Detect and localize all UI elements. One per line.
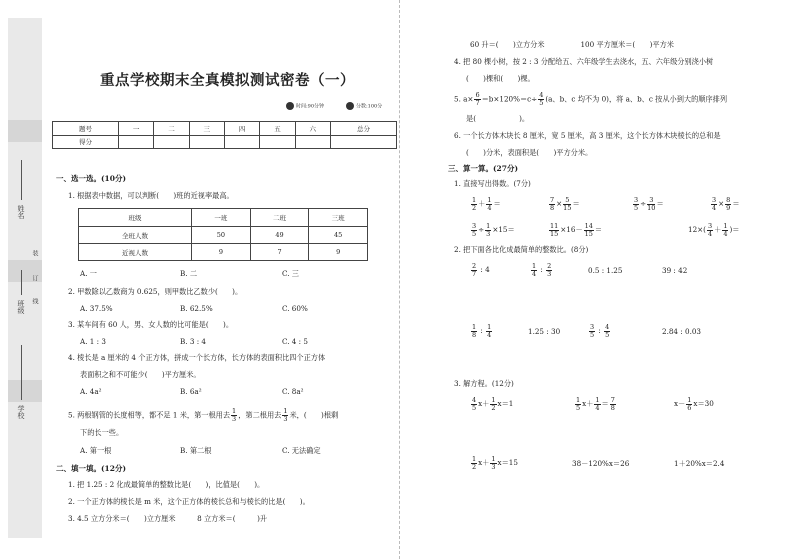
q5-text: 5. 两根钢管的长度相等，都不足 1 米，第一根用去 $\frac{1}{3}$ ，第二根用去 $\frac{1}{3}$ 米，( )根剩	[68, 407, 339, 423]
calc-item: $\frac{3}{4}$ × $\frac{8}{9}$ ＝	[712, 195, 740, 212]
binding-mark: 线	[31, 298, 38, 304]
table-header: 一班	[192, 209, 251, 227]
fill-6-text-cont: ( )分米，表面积是( )平方分米。	[466, 148, 593, 157]
q3-option-a[interactable]: A. 1 : 3	[80, 337, 106, 346]
table-header: 二班	[250, 209, 309, 227]
class-label: 班级	[17, 300, 25, 314]
score-blank[interactable]	[330, 135, 396, 149]
q2-option-b[interactable]: B. 62.5%	[180, 304, 213, 313]
section-2-heading: 二、填一填。(12分)	[56, 464, 127, 473]
fill-2-text: 2. 一个正方体的棱长是 m 米，这个正方体的棱长总和与棱长的比是( )。	[68, 497, 310, 506]
fill-5-text-cont: 是( )。	[466, 114, 530, 123]
score-table	[52, 121, 397, 149]
q5-text-cont: 下的长一些。	[80, 428, 124, 437]
binding-tab	[8, 120, 42, 142]
equation-item: 38－120%x＝26	[572, 459, 630, 468]
ratio-item: $\frac{2}{7}$ : 4	[472, 261, 490, 278]
q3-option-b[interactable]: B. 3 : 4	[180, 337, 206, 346]
q5-option-c[interactable]: C. 无法确定	[282, 446, 321, 455]
page-title: 重点学校期末全真模拟测试密卷（一）	[100, 73, 355, 89]
ratio-item: 1.25 : 30	[528, 327, 561, 336]
fraction: $\frac{6}{7}$	[475, 91, 480, 107]
score-cell: 五	[260, 122, 295, 136]
score-cell: 三	[189, 122, 224, 136]
calc-1-heading: 1. 直接写出得数。(7分)	[454, 179, 531, 188]
q1-text: 1. 根据表中数据，可以判断( )班的近视率最高。	[68, 191, 234, 200]
ratio-item: 39 : 42	[662, 266, 688, 275]
section-1-heading: 一、选一选。(10分)	[56, 174, 127, 183]
ratio-item: 2.84 : 0.03	[662, 327, 701, 336]
score-cell: 六	[295, 122, 330, 136]
clock-icon	[286, 102, 294, 110]
score-cell: 得分	[53, 135, 119, 149]
q3-option-c[interactable]: C. 4 : 5	[282, 337, 308, 346]
table-cell: 7	[250, 244, 309, 261]
equation-item: $\frac{4}{5}$ x＋ $\frac{1}{2}$ x＝1	[472, 395, 514, 412]
table-cell: 9	[192, 244, 251, 261]
q3-text: 3. 某车间有 60 人，男、女人数的比可能是( )。	[68, 320, 234, 329]
name-label: 姓名	[17, 205, 25, 219]
score-blank[interactable]	[189, 135, 224, 149]
calc-item: $\frac{3}{5}$ ÷ $\frac{3}{10}$ ＝	[634, 195, 664, 212]
calc-item: $\frac{7}{8}$ × $\frac{5}{15}$ ＝	[550, 195, 580, 212]
school-label: 学校	[17, 405, 25, 419]
data-table	[78, 208, 368, 261]
ratio-item: $\frac{3}{5}$ : $\frac{4}{5}$	[590, 322, 610, 339]
q2-text: 2. 甲数除以乙数商为 0.625，则甲数比乙数少( )。	[68, 287, 243, 296]
binding-mark: 装	[31, 250, 38, 256]
fill-4-text-cont: ( )棵和( )棵。	[466, 74, 535, 83]
q4-option-c[interactable]: C. 8a²	[282, 387, 304, 396]
calc-item: $\frac{3}{5}$ ÷ $\frac{1}{3}$ ×15＝	[472, 221, 515, 238]
fill-5-text: 5. a× $\frac{6}{7}$ ＝b×120%＝c÷ $\frac{4}{5}$ (a、b、c 均不为 0)，将 a、b、c 按从小到大的顺序排列	[454, 91, 728, 107]
score-icon	[346, 102, 354, 110]
page-divider	[399, 0, 400, 559]
table-cell: 50	[192, 227, 251, 244]
q5-option-a[interactable]: A. 第一根	[80, 446, 112, 455]
equation-item: $\frac{1}{5}$ x＋ $\frac{1}{4}$ ＝ $\frac{7}{8}$	[576, 395, 615, 412]
q5-option-b[interactable]: B. 第二根	[180, 446, 212, 455]
score-info: 分数:100分	[346, 102, 382, 110]
q4-option-b[interactable]: B. 6a²	[180, 387, 202, 396]
q1-option-c[interactable]: C. 三	[282, 269, 299, 278]
score-blank[interactable]	[154, 135, 189, 149]
score-blank[interactable]	[260, 135, 295, 149]
fill-4-text: 4. 把 80 棵小树，按 2 : 3 分配给五、六年级学生去浇水，五、六年级分别浇小树	[454, 57, 714, 66]
binding-margin	[0, 0, 52, 559]
calc-item: $\frac{11}{15}$ ×16－ $\frac{14}{15}$ ＝	[550, 221, 603, 238]
score-cell: 二	[154, 122, 189, 136]
table-header: 三班	[309, 209, 368, 227]
calc-item: 12×( $\frac{3}{4}$ ＋ $\frac{1}{4}$ )＝	[688, 221, 740, 238]
table-cell: 45	[309, 227, 368, 244]
q1-option-b[interactable]: B. 二	[180, 269, 198, 278]
time-info: 时间:90分钟	[286, 102, 324, 110]
calc-3-heading: 3. 解方程。(12分)	[454, 379, 514, 388]
score-cell: 一	[118, 122, 153, 136]
binding-mark: 订	[31, 275, 38, 281]
equation-item: x－ $\frac{1}{6}$ x＝30	[674, 395, 714, 412]
q4-text-cont: 表面积之和不可能少( )平方厘米。	[80, 370, 201, 379]
table-cell: 近视人数	[79, 244, 192, 261]
table-cell: 全班人数	[79, 227, 192, 244]
q1-option-a[interactable]: A. 一	[80, 269, 97, 278]
table-header: 班级	[79, 209, 192, 227]
q4-text: 4. 棱长是 a 厘米的 4 个正方体，拼成一个长方体，长方体的表面积比四个正方体	[68, 353, 326, 362]
equation-item: 1＋20%x＝2.4	[674, 459, 725, 468]
score-blank[interactable]	[224, 135, 259, 149]
calc-item: $\frac{1}{2}$ ＋ $\frac{1}{4}$ ＝	[472, 195, 501, 212]
calc-2-heading: 2. 把下面各比化成最简单的整数比。(8分)	[454, 245, 589, 254]
score-cell: 题号	[53, 122, 119, 136]
ratio-item: $\frac{1}{8}$ : $\frac{1}{4}$	[472, 322, 492, 339]
fraction: $\frac{1}{3}$	[283, 407, 288, 423]
school-line	[21, 345, 22, 400]
fraction: $\frac{4}{5}$	[539, 91, 544, 107]
fraction: $\frac{1}{3}$	[232, 407, 237, 423]
equation-item: $\frac{1}{2}$ x＋ $\frac{1}{3}$ x＝15	[472, 454, 518, 471]
score-cell: 总分	[330, 122, 396, 136]
ratio-item: 0.5 : 1.25	[588, 266, 623, 275]
fill-6-text: 6. 一个长方体木块长 8 厘米，宽 5 厘米，高 3 厘米，这个长方体木块棱长的总和是	[454, 131, 721, 140]
class-line	[21, 270, 22, 295]
score-cell: 四	[224, 122, 259, 136]
q2-option-c[interactable]: C. 60%	[282, 304, 308, 313]
q2-option-a[interactable]: A. 37.5%	[80, 304, 113, 313]
ratio-item: $\frac{1}{4}$ : $\frac{2}{3}$	[532, 261, 552, 278]
section-3-heading: 三、算一算。(27分)	[448, 164, 519, 173]
score-blank[interactable]	[118, 135, 153, 149]
binding-tab	[8, 380, 42, 402]
fill-3-text: 3. 4.5 立方分米＝( )立方厘米 8 立方米＝( )升	[68, 514, 268, 523]
table-cell: 49	[250, 227, 309, 244]
q4-option-a[interactable]: A. 4a²	[80, 387, 102, 396]
name-line	[21, 160, 22, 200]
score-blank[interactable]	[295, 135, 330, 149]
fill-1-text: 1. 把 1.25 : 2 化成最简单的整数比是( )，比值是( )。	[68, 480, 265, 489]
table-cell: 9	[309, 244, 368, 261]
fill-3-text-cont: 60 升＝( )立方分米 100 平方厘米＝( )平方米	[470, 40, 674, 49]
